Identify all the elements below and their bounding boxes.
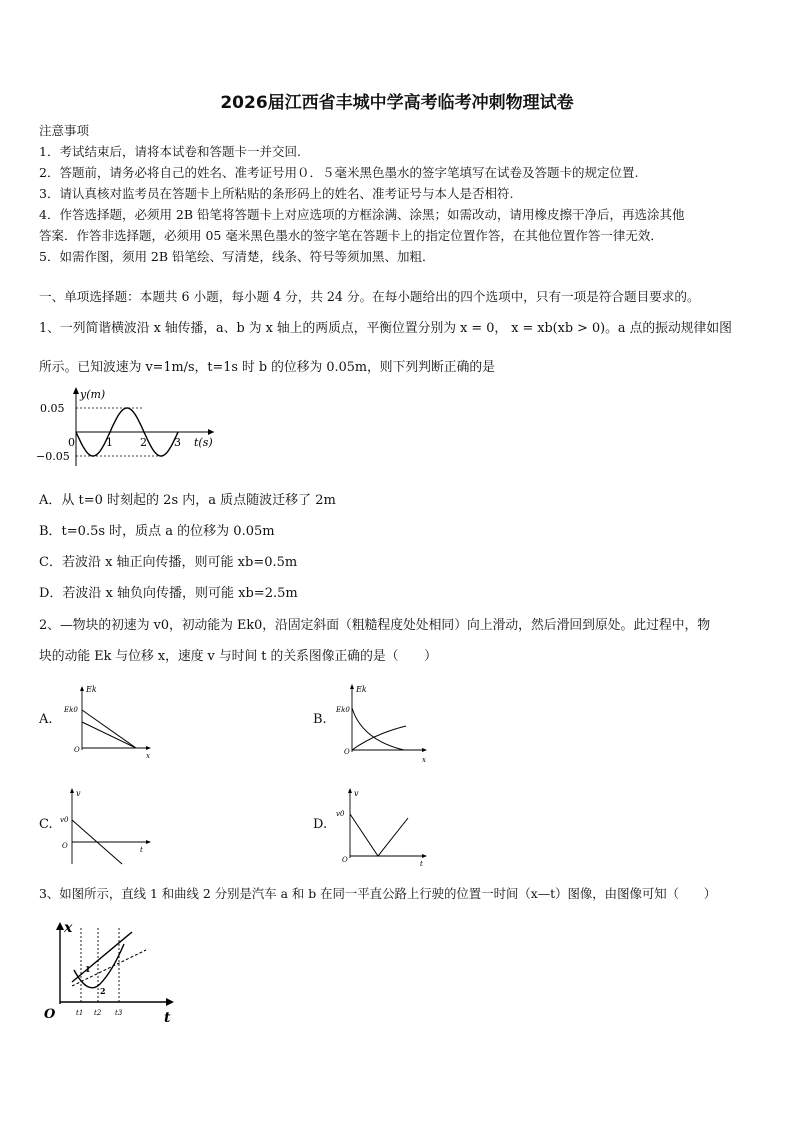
q1-y-top-label: 0.05	[40, 402, 65, 415]
q2-graph-a	[58, 682, 158, 762]
q1-option-b: B．t=0.5s 时，质点 a 的位移为 0.05m	[39, 524, 275, 539]
q2d-t-label: t	[420, 860, 423, 868]
q1-y-arrow-icon	[73, 387, 79, 394]
q2b-ek0-label: Ek0	[336, 706, 350, 714]
q1-option-c: C．若波沿 x 轴正向传播，则可能 xb=0.5m	[39, 555, 298, 570]
q1-tick-2: 2	[140, 436, 147, 449]
q1-y-bottom-label: −0.05	[36, 450, 70, 463]
q2c-t-label: t	[140, 846, 143, 854]
q1-stem-line1: 1、一列简谐横波沿 x 轴传播，a、b 为 x 轴上的两质点，平衡位置分别为 x = 0， x = xb(xb > 0)。a 点的振动规律如图	[39, 321, 732, 336]
q1-t-unit: t(s)	[194, 436, 213, 449]
q3-position-time-graph	[40, 914, 180, 1026]
notice-heading: 注意事项	[39, 123, 90, 138]
q2d-origin-label: O	[342, 856, 348, 864]
q1-option-a: A．从 t=0 时刻起的 2s 内，a 质点随波迁移了 2m	[39, 493, 336, 508]
q2-stem-line2: 块的动能 Ek 与位移 x，速度 v 与时间 t 的关系图像正确的是（ ）	[39, 649, 437, 664]
q3-x-arrow-icon	[56, 922, 64, 930]
q2d-x-arrow-icon	[422, 854, 427, 858]
q3-x-axis-label: x	[64, 920, 73, 936]
q1-stem-line2: 所示。已知波速为 v=1m/s，t=1s 时 b 的位移为 0.05m，则下列判断正确的是	[39, 360, 495, 375]
q1-y-unit: y(m)	[80, 388, 106, 401]
q2a-ek-label: Ek	[86, 685, 97, 694]
q2a-y-arrow-icon	[80, 686, 84, 691]
q2c-v-label: v	[76, 789, 81, 798]
q2a-x-arrow-icon	[146, 746, 151, 750]
q2d-v0-label: v0	[336, 810, 345, 818]
q2-label-d: D.	[313, 817, 328, 832]
notice-item-3: 3．请认真核对监考员在答题卡上所粘贴的条形码上的姓名、准考证号与本人是否相符.	[39, 186, 514, 201]
q2-label-b: B.	[313, 712, 327, 727]
q2d-y-arrow-icon	[348, 788, 352, 793]
q1-origin-label: 0	[68, 436, 75, 449]
q2-graph-c	[58, 784, 158, 868]
notice-item-4-cont: 答案．作答非选择题，必须用 05 毫米黑色墨水的签字笔在答题卡上的指定位置作答，在其他位置作答一律无效．	[39, 228, 663, 243]
q3-origin-label: O	[44, 1007, 56, 1022]
q1-vibration-graph	[34, 384, 224, 470]
q3-stem: 3、如图所示，直线 1 和曲线 2 分别是汽车 a 和 b 在同一平直公路上行驶的位置一时间（x—t）图像，由图像可知（ ）	[39, 886, 717, 901]
q2c-origin-label: O	[62, 842, 68, 850]
q3-curve-2-label: 2	[100, 986, 106, 996]
q3-t1-label: t1	[76, 1009, 84, 1017]
q2d-v-label: v	[354, 789, 359, 798]
q2-label-c: C.	[39, 817, 53, 832]
q2b-x-arrow-icon	[422, 748, 427, 752]
q3-curve-1-label: 1	[85, 964, 91, 974]
q1-t-arrow-icon	[208, 429, 214, 435]
q3-t-arrow-icon	[166, 998, 174, 1006]
q1-tick-3: 3	[174, 436, 181, 449]
notice-item-2: 2．答题前，请务必将自己的姓名、准考证号用０．５毫米黑色墨水的签字笔填写在试卷及答题卡的规定位置.	[39, 165, 639, 180]
q2b-origin-label: O	[344, 748, 350, 756]
q1-tick-1: 1	[106, 436, 113, 449]
q2-graph-d	[334, 784, 434, 868]
q2-graph-b	[334, 682, 434, 766]
q1-option-d: D．若波沿 x 轴负向传播，则可能 xb=2.5m	[39, 586, 298, 601]
q2b-x-label: x	[422, 756, 426, 764]
q2b-ek-label: Ek	[356, 685, 367, 694]
q3-t3-label: t3	[115, 1009, 123, 1017]
page-title: 2026届江西省丰城中学高考临考冲刺物理试卷	[220, 93, 574, 113]
q3-t2-label: t2	[94, 1009, 102, 1017]
notice-item-5: 5．如需作图，须用 2B 铅笔绘、写清楚，线条、符号等须加黑、加粗．	[39, 249, 435, 264]
q2b-y-arrow-icon	[350, 684, 354, 689]
q2c-v0-label: v0	[60, 816, 69, 824]
section-heading: 一、单项选择题：本题共 6 小题，每小题 4 分，共 24 分。在每小题给出的四个选项中，只有一项是符合题目要求的。	[39, 289, 700, 304]
notice-item-4: 4．作答选择题，必须用 2B 铅笔将答题卡上对应选项的方框涂满、涂黑；如需改动，请用橡皮擦干净后，再选涂其他	[39, 207, 685, 222]
q2-stem-line1: 2、—物块的初速为 v0，初动能为 Ek0，沿固定斜面（粗糙程度处处相同）向上滑动，然后滑回到原处。此过程中，物	[39, 618, 711, 633]
q2a-x-label: x	[146, 752, 150, 760]
notice-item-1: 1．考试结束后，请将本试卷和答题卡一并交回.	[39, 144, 301, 159]
q2a-ek0-label: Ek0	[64, 706, 78, 714]
q2-label-a: A.	[39, 712, 53, 727]
q3-t-axis-label: t	[164, 1010, 171, 1026]
q2c-y-arrow-icon	[70, 788, 74, 793]
q2a-origin-label: O	[74, 746, 80, 754]
q2c-x-arrow-icon	[146, 840, 151, 844]
